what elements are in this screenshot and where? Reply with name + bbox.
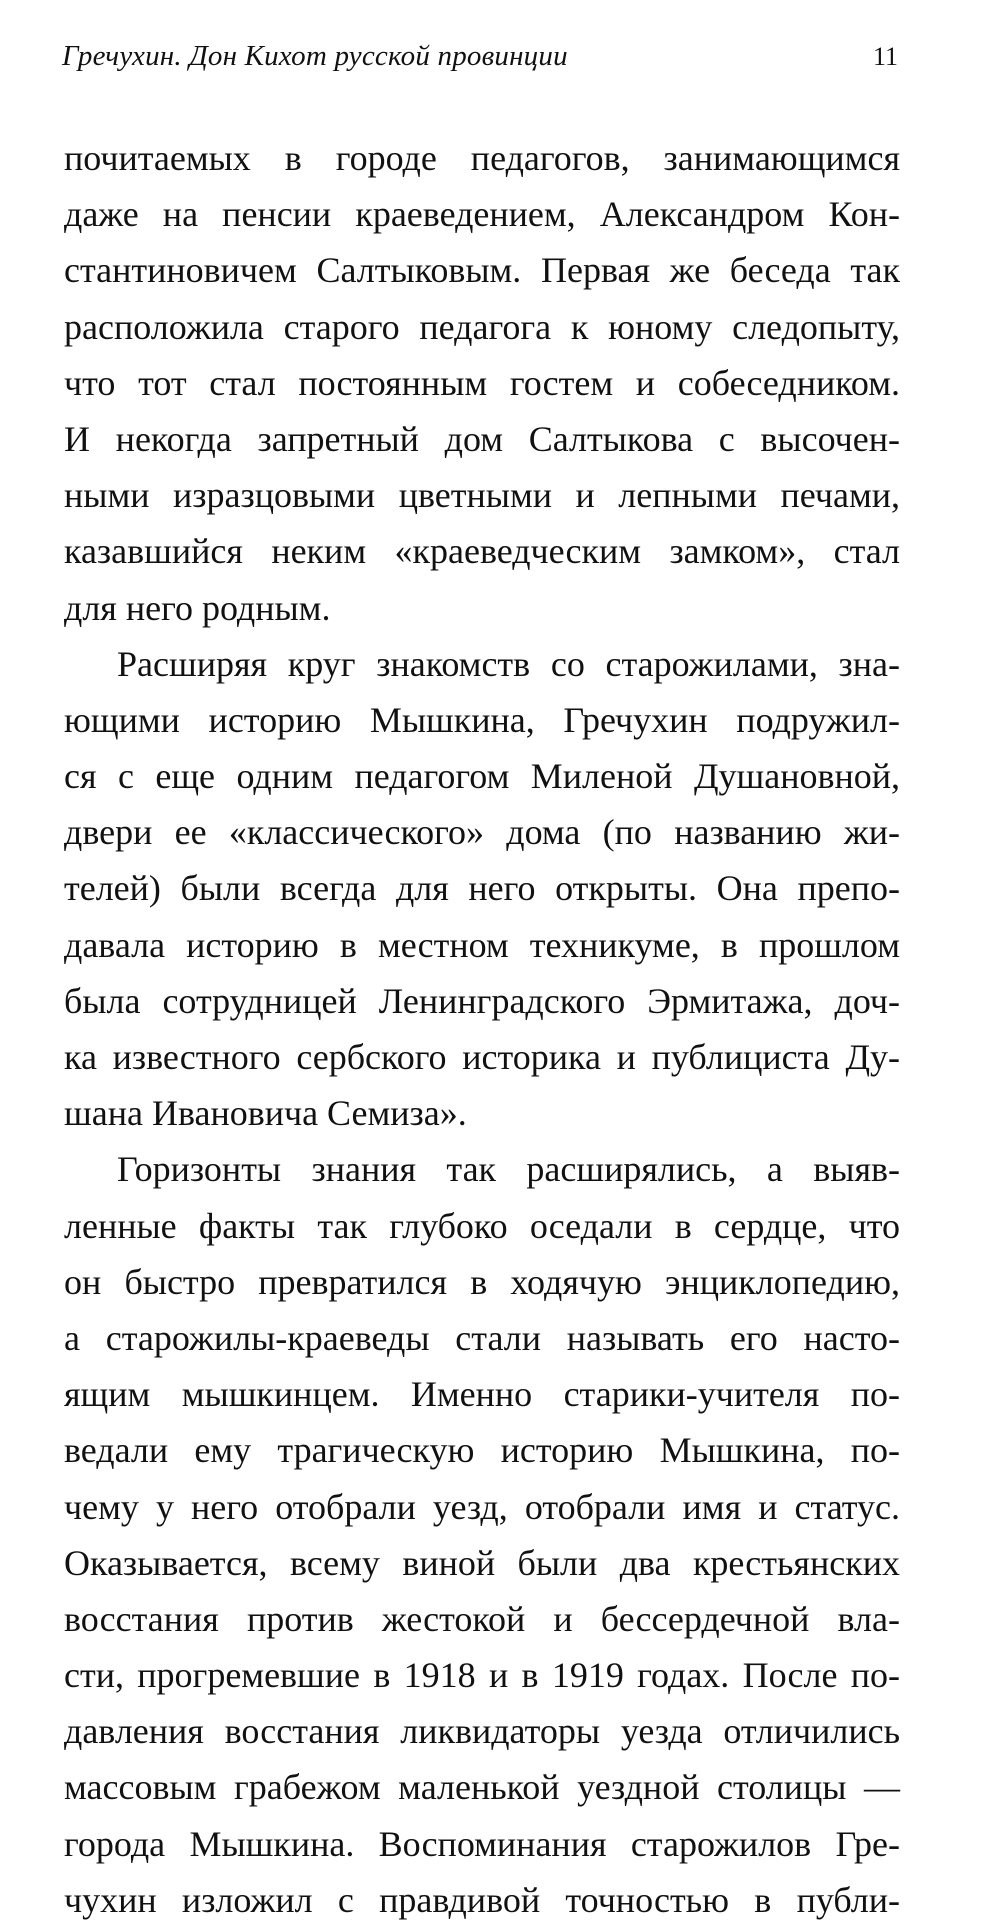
text-line: чему у него отобрали уезд, отобрали имя и статус. [64,1486,900,1527]
body-text [64,130,900,1928]
text-line: казавшийся неким «краеведческим замком», стал [64,531,900,572]
paragraph-3 [64,1141,900,1928]
text-line: шана Ивановича Семиза». [64,1093,467,1134]
text-line: была сотрудницей Ленинградского Эрмитажа, доч- [64,980,900,1021]
text-line: ющими историю Мышкина, Гречухин подружил- [64,699,900,740]
text-line: даже на пенсии краеведением, Александром Кон- [64,194,900,235]
text-line: двери ее «классического» дома (по названию жи- [64,812,900,853]
text-line: что тот стал постоянным гостем и собеседником. [64,362,900,403]
text-line: телей) были всегда для него открыты. Она препо- [64,868,900,909]
text-line: Расширяя круг знакомств со старожилами, зна- [117,643,900,684]
text-line: расположила старого педагога к юному следопыту, [64,306,900,347]
text-line: массовым грабежом маленькой уездной столицы — [64,1767,900,1808]
text-line: ся с еще одним педагогом Миленой Душановной, [64,756,900,797]
text-line: И некогда запретный дом Салтыкова с высочен- [64,418,900,459]
text-line: восстания против жестокой и бессердечной вла- [64,1598,900,1639]
paragraph-2 [64,636,900,1142]
text-line: ка известного сербского историка и публициста Ду- [64,1037,900,1077]
text-line: чухин изложил с правдивой точностью в публи- [64,1879,900,1920]
text-line: ящим мышкинцем. Именно старики-учителя по- [64,1374,900,1415]
text-line: Горизонты знания так расширялись, а выяв- [117,1149,900,1190]
running-title: Гречухин. Дон Кихот русской провинции [62,40,568,72]
paragraph-1 [64,130,900,636]
page-number: 11 [872,42,898,71]
text-line: давала историю в местном техникуме, в прошлом [64,924,900,965]
text-line: сти, прогремевшие в 1918 и в 1919 годах. После по- [64,1655,900,1696]
text-line: почитаемых в городе педагогов, занимающимся [64,138,900,178]
text-line: Оказывается, всему виной были два крестьянских [64,1542,900,1583]
text-line: давления восстания ликвидаторы уезда отличились [64,1711,900,1752]
running-head [62,40,898,80]
text-line: а старожилы-краеведы стали называть его насто- [64,1317,900,1358]
text-line: стантиновичем Салтыковым. Первая же беседа так [64,250,900,291]
text-line: ными изразцовыми цветными и лепными печами, [64,475,900,516]
text-line: он быстро превратился в ходячую энциклопедию, [64,1261,900,1302]
text-line: ведали ему трагическую историю Мышкина, по- [64,1430,900,1471]
text-line: ленные факты так глубоко оседали в сердце, что [64,1205,900,1246]
text-line: для него родным. [64,587,331,628]
text-line: города Мышкина. Воспоминания старожилов Гре- [64,1823,900,1864]
